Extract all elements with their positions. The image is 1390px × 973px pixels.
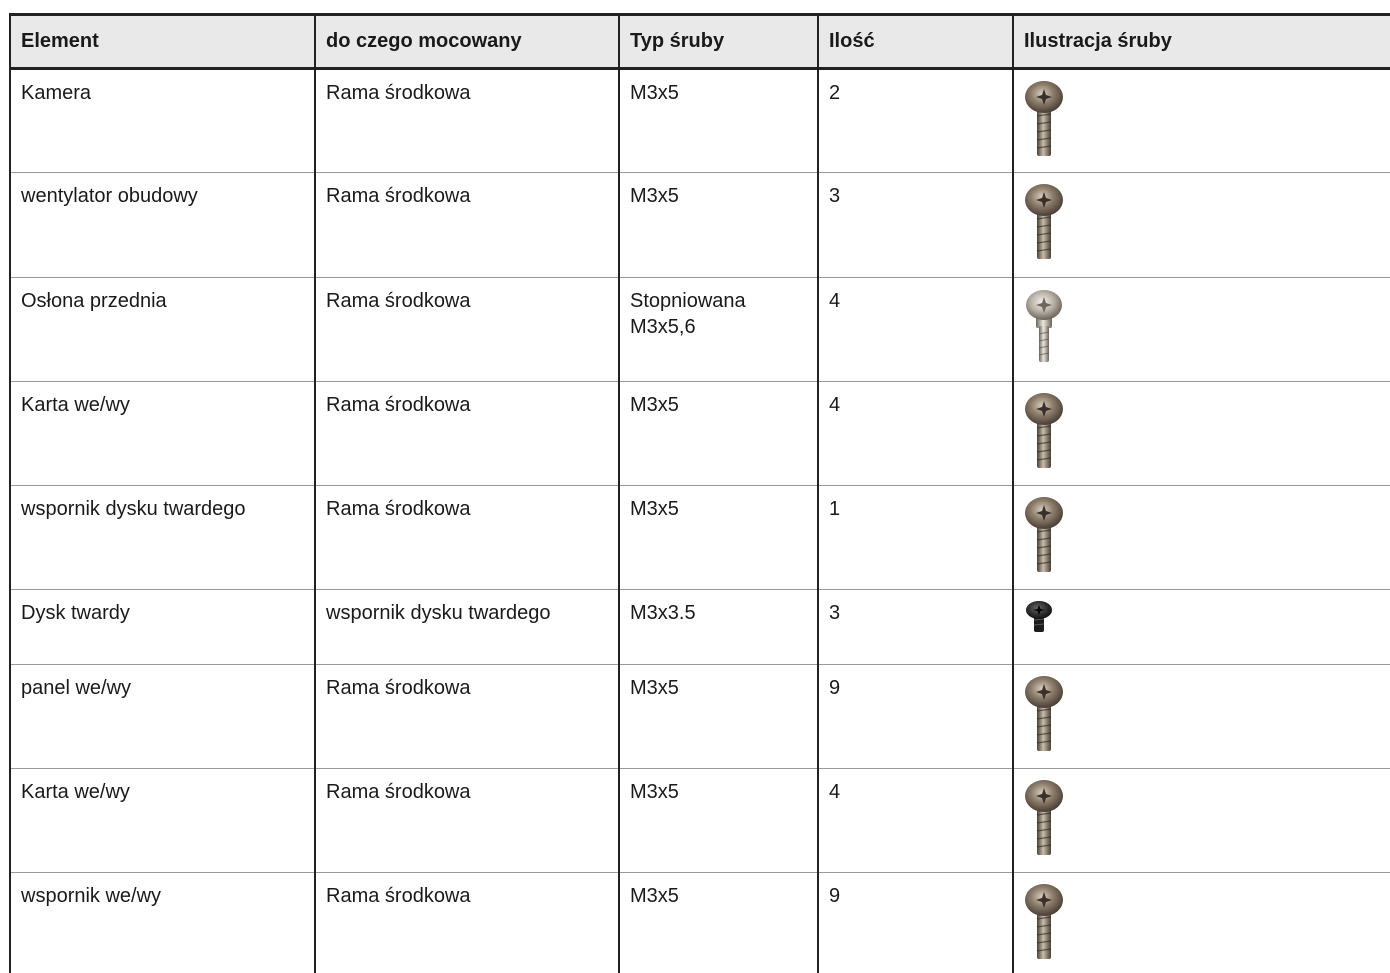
screw-m3x5-icon [1024,80,1064,160]
screw-stepped-m3x5-6-icon [1024,288,1064,368]
cell-element: Dysk twardy [10,590,315,665]
cell-element: Kamera [10,69,315,173]
table-row [10,486,1390,590]
cell-screw-image [1013,382,1390,486]
cell-screw-type: M3x5 [619,769,818,873]
screw-list-table [9,13,1390,973]
cell-mounted-to: Rama środkowa [315,69,619,173]
table-row [10,278,1390,382]
cell-element: Karta we/wy [10,769,315,873]
cell-quantity: 2 [818,69,1013,173]
screw-m3x5-icon [1024,496,1064,576]
cell-mounted-to: Rama środkowa [315,486,619,590]
cell-screw-type: Stopniowana M3x5,6 [619,278,818,382]
cell-quantity: 4 [818,278,1013,382]
cell-element: wspornik we/wy [10,873,315,973]
table-row [10,173,1390,278]
table-header-row [10,15,1390,69]
cell-element: Osłona przednia [10,278,315,382]
cell-mounted-to: Rama środkowa [315,382,619,486]
screw-m3x5-icon [1024,883,1064,963]
cell-screw-type: M3x5 [619,873,818,973]
screw-m3x3-5-black-icon [1024,600,1054,636]
cell-mounted-to: wspornik dysku twardego [315,590,619,665]
cell-screw-type: M3x5 [619,665,818,769]
table-row [10,873,1390,973]
screw-m3x5-icon [1024,183,1064,263]
cell-element: Karta we/wy [10,382,315,486]
cell-element: wentylator obudowy [10,173,315,278]
screw-table-container [9,13,1390,973]
table-row [10,665,1390,769]
header-mounted-to: do czego mocowany [315,15,619,69]
cell-screw-type: M3x5 [619,486,818,590]
cell-screw-image [1013,590,1390,665]
cell-mounted-to: Rama środkowa [315,173,619,278]
header-element: Element [10,15,315,69]
cell-mounted-to: Rama środkowa [315,278,619,382]
cell-screw-type: M3x3.5 [619,590,818,665]
header-quantity: Ilość [818,15,1013,69]
cell-screw-type: M3x5 [619,69,818,173]
header-screw-type: Typ śruby [619,15,818,69]
cell-screw-image [1013,769,1390,873]
cell-quantity: 4 [818,382,1013,486]
cell-screw-image [1013,873,1390,973]
cell-screw-image [1013,665,1390,769]
cell-quantity: 4 [818,769,1013,873]
cell-mounted-to: Rama środkowa [315,873,619,973]
screw-m3x5-icon [1024,779,1064,859]
table-row [10,590,1390,665]
cell-element: wspornik dysku twardego [10,486,315,590]
cell-screw-image [1013,278,1390,382]
cell-quantity: 1 [818,486,1013,590]
screw-m3x5-icon [1024,675,1064,755]
table-row [10,769,1390,873]
cell-quantity: 9 [818,873,1013,973]
screw-m3x5-icon [1024,392,1064,472]
cell-quantity: 3 [818,173,1013,278]
cell-screw-image [1013,173,1390,278]
header-screw-image: Ilustracja śruby [1013,15,1390,69]
cell-element: panel we/wy [10,665,315,769]
cell-screw-type: M3x5 [619,173,818,278]
cell-screw-image [1013,69,1390,173]
cell-quantity: 9 [818,665,1013,769]
cell-quantity: 3 [818,590,1013,665]
table-row [10,69,1390,173]
cell-mounted-to: Rama środkowa [315,769,619,873]
cell-screw-image [1013,486,1390,590]
table-row [10,382,1390,486]
cell-screw-type: M3x5 [619,382,818,486]
cell-mounted-to: Rama środkowa [315,665,619,769]
